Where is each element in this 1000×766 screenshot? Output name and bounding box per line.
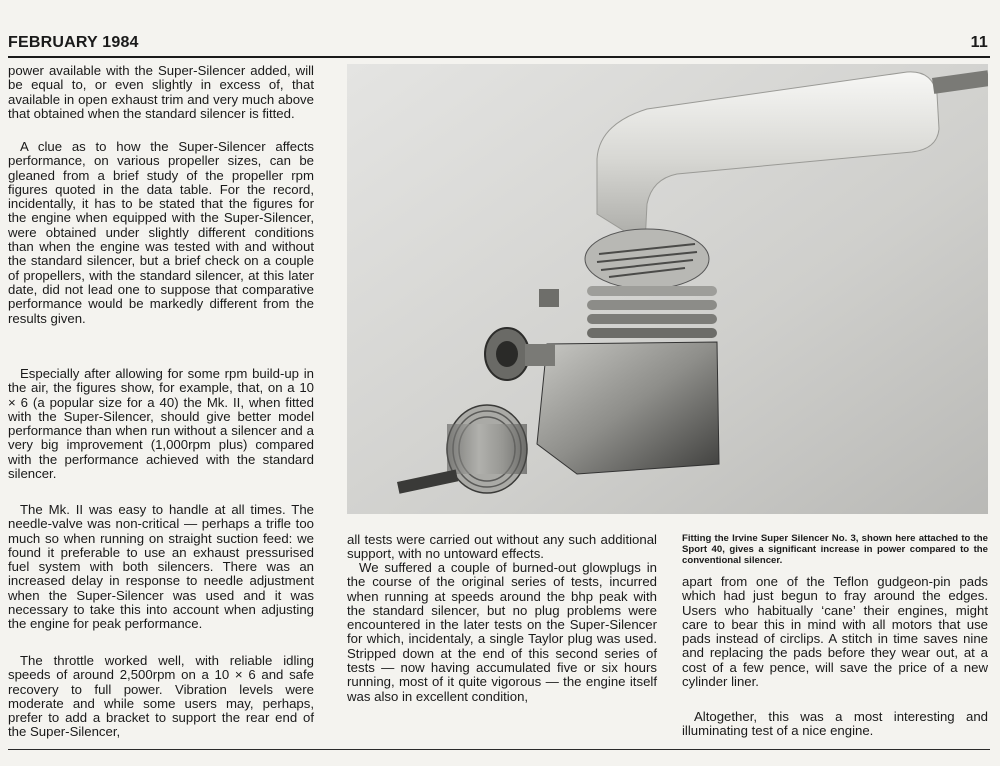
column1-paragraph-1: power available with the Super-Silencer added, will be equal to, or even slightly in excess of, that available in open exhaust trim and very much above that obtained when the standard silencer is fitted. (8, 63, 314, 121)
column1-paragraph-5: The throttle worked well, with reliable idling speeds of around 2,500rpm on a 10 × 6 and safe recovery to full power. Vibration levels were moderate and while some users may, perhaps, prefer to add a bracket to support the rear end of the Super-Silencer, (8, 653, 314, 740)
column1-paragraph-2: A clue as to how the Super-Silencer affects performance, on various propeller sizes, can be gleaned from a brief study of the propeller rpm figures quoted in the data table. For the record, incidentally, it has to be stated that the figures for the engine when equipped with the Super-Silencer, were obtained under slightly different conditions than when the engine was tested with and without the standard silencer, but a brief check on a couple of propellers, with the standard silencer, at this later date, did not lead one to suppose that comparative performance would be markedly different from the results given. (8, 139, 314, 326)
engine-photo (347, 64, 988, 514)
page-number: 11 (970, 34, 988, 51)
photo-caption: Fitting the Irvine Super Silencer No. 3, shown here attached to the Sport 40, gives a significant increase in power compared to the conventional silencer. (682, 533, 988, 566)
column1-paragraph-4: The Mk. II was easy to handle at all times. The needle-valve was non-critical — perhaps a trifle too much so when running on straight suction feed: we found it preferable to use an exhaust pressurised fuel system with both silencers. There was an increased delay in response to needle adjustment when the Super-Silencer was used and it was necessary to take this into account when adjusting the engine for peak performance. (8, 502, 314, 632)
column2-paragraph-1: all tests were carried out without any such additional support, with no untoward effects. (347, 532, 657, 562)
column1-paragraph-3: Especially after allowing for some rpm build-up in the air, the figures show, for example, that, on a 10 × 6 (a popular size for a 40) the Mk. II, when fitted with the Super-Silencer, should give better model performance than when run without a silencer and a very big improvement (1,000rpm plus) compared with the performance achieved with the standard silencer. (8, 366, 314, 482)
column2-paragraph-2: We suffered a couple of burned-out glowplugs in the course of the original series of tests, incurred when running at speeds around the bhp peak with the standard silencer, but no plug problems were encountered in the later tests on the Super-Silencer for which, incidentaly, a single Taylor plug was used. Stripped down at the end of this second series of tests — now having accumulated five or six hours running, most of it quite vigorous — the engine itself was also in excellent condition, (347, 560, 657, 704)
column3-paragraph-2: Altogether, this was a most interesting and illuminating test of a nice engine. (682, 709, 988, 739)
footer-rule (8, 749, 990, 750)
page-header (8, 28, 988, 52)
column3-paragraph-1: apart from one of the Teflon gudgeon-pin pads which had just begun to fray around the edges. Users who habitually ‘cane’ their engines, might care to bear this in mind with all motors that use pads instead of circlips. A stitch in time saves nine and replacing the pads before they wear out, at a cost of a few pence, will save the price of a new cylinder liner. (682, 574, 988, 690)
issue-date: FEBRUARY 1984 (8, 34, 139, 51)
header-rule (8, 56, 990, 58)
